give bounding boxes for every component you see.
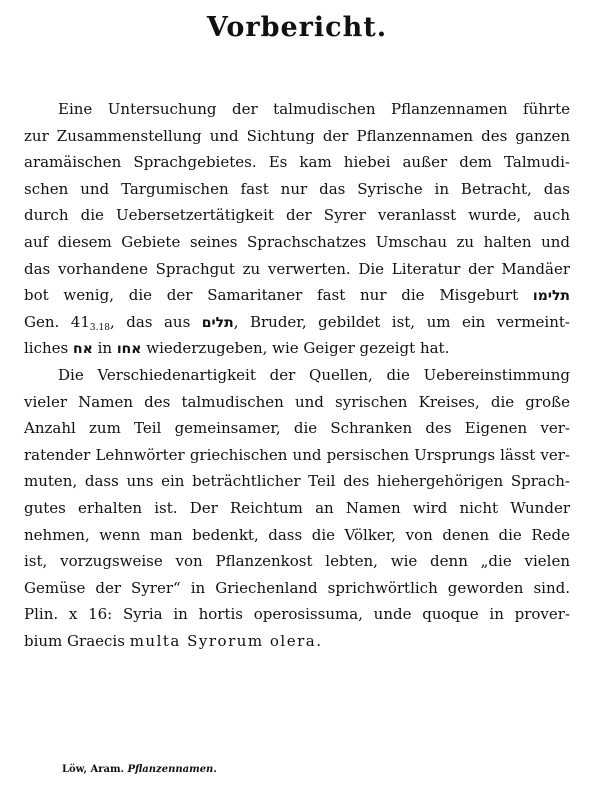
line-text: Gen. 41: [24, 312, 90, 331]
text-line: das vorhandene Sprachgut zu verwerten. Die Literatur der Mandäer: [24, 259, 570, 278]
hebrew-word: תלים: [201, 314, 234, 331]
text-line: aramäischen Sprachgebietes. Es kam hiebei außer dem Talmudi-: [24, 153, 570, 172]
text-line: Die Verschiedenartigkeit der Quellen, die Uebereinstimmung: [58, 365, 570, 384]
footer-author: Löw, Aram.: [62, 764, 125, 775]
text-line: gutes erhalten ist. Der Reichtum an Namen wird nicht Wunder: [24, 498, 570, 517]
line-text: .: [316, 631, 321, 650]
hebrew-word: תלימו: [532, 288, 570, 305]
body-text: [24, 96, 570, 654]
line-text: bot wenig, die der Samaritaner fast nur die Misgeburt: [24, 286, 519, 305]
line-text: in: [97, 339, 113, 358]
text-line: auf diesem Gebiete seines Sprachschatzes Umschau zu halten und: [24, 232, 570, 251]
text-line: zur Zusammenstellung und Sichtung der Pflanzennamen des ganzen: [24, 126, 570, 145]
text-line: muten, dass uns ein beträchtlicher Teil des hiehergehörigen Sprach-: [24, 472, 570, 491]
paragraph-2: [24, 362, 570, 628]
line-text: liches: [24, 339, 69, 358]
text-line: ratender Lehnwörter griechischen und persischen Ursprungs lässt ver-: [24, 445, 570, 464]
hebrew-word: אחו: [116, 341, 142, 358]
paragraph-2-last-line: [24, 628, 570, 655]
text-line: nehmen, wenn man bedenkt, dass die Völker, von denen die Rede: [24, 525, 570, 544]
paragraph-1: [24, 96, 570, 282]
spaced-phrase: multa Syrorum olera: [129, 631, 317, 650]
paragraph-1-line-9: [24, 309, 570, 336]
text-line: ist, vorzugsweise von Pflanzenkost lebten, wie denn „die vielen: [24, 552, 570, 571]
text-line: schen und Targumischen fast nur das Syrische in Betracht, das: [24, 179, 570, 198]
verse-subscript: 3.18: [89, 322, 110, 333]
page-footer: [62, 764, 217, 775]
footer-title: Pflanzennamen.: [127, 764, 217, 775]
text-line: Anzahl zum Teil gemeinsamer, die Schranken des Eigenen ver-: [24, 419, 570, 438]
paragraph-1-line-8: [24, 282, 570, 309]
hebrew-word: אח: [73, 341, 93, 358]
text-line: Gemüse der Syrer“ in Griechenland sprichwörtlich geworden sind.: [24, 578, 570, 597]
text-line: Plin. x 16: Syria in hortis operosissuma, unde quoque in prover-: [24, 605, 570, 624]
line-text: bium Graecis: [24, 631, 125, 650]
line-text: , das aus: [109, 312, 191, 331]
line-text: wiederzugeben, wie Geiger gezeigt hat.: [146, 339, 450, 358]
page-title: Vorbericht.: [206, 12, 388, 43]
text-line: vieler Namen des talmudischen und syrischen Kreises, die große: [24, 392, 570, 411]
text-line: durch die Uebersetzertätigkeit der Syrer veranlasst wurde, auch: [24, 206, 570, 225]
line-text: , Bruder, gebildet ist, um ein vermeint-: [233, 312, 570, 331]
paragraph-1-line-10: [24, 335, 570, 362]
text-line: Eine Untersuchung der talmudischen Pflanzennamen führte: [58, 100, 570, 118]
